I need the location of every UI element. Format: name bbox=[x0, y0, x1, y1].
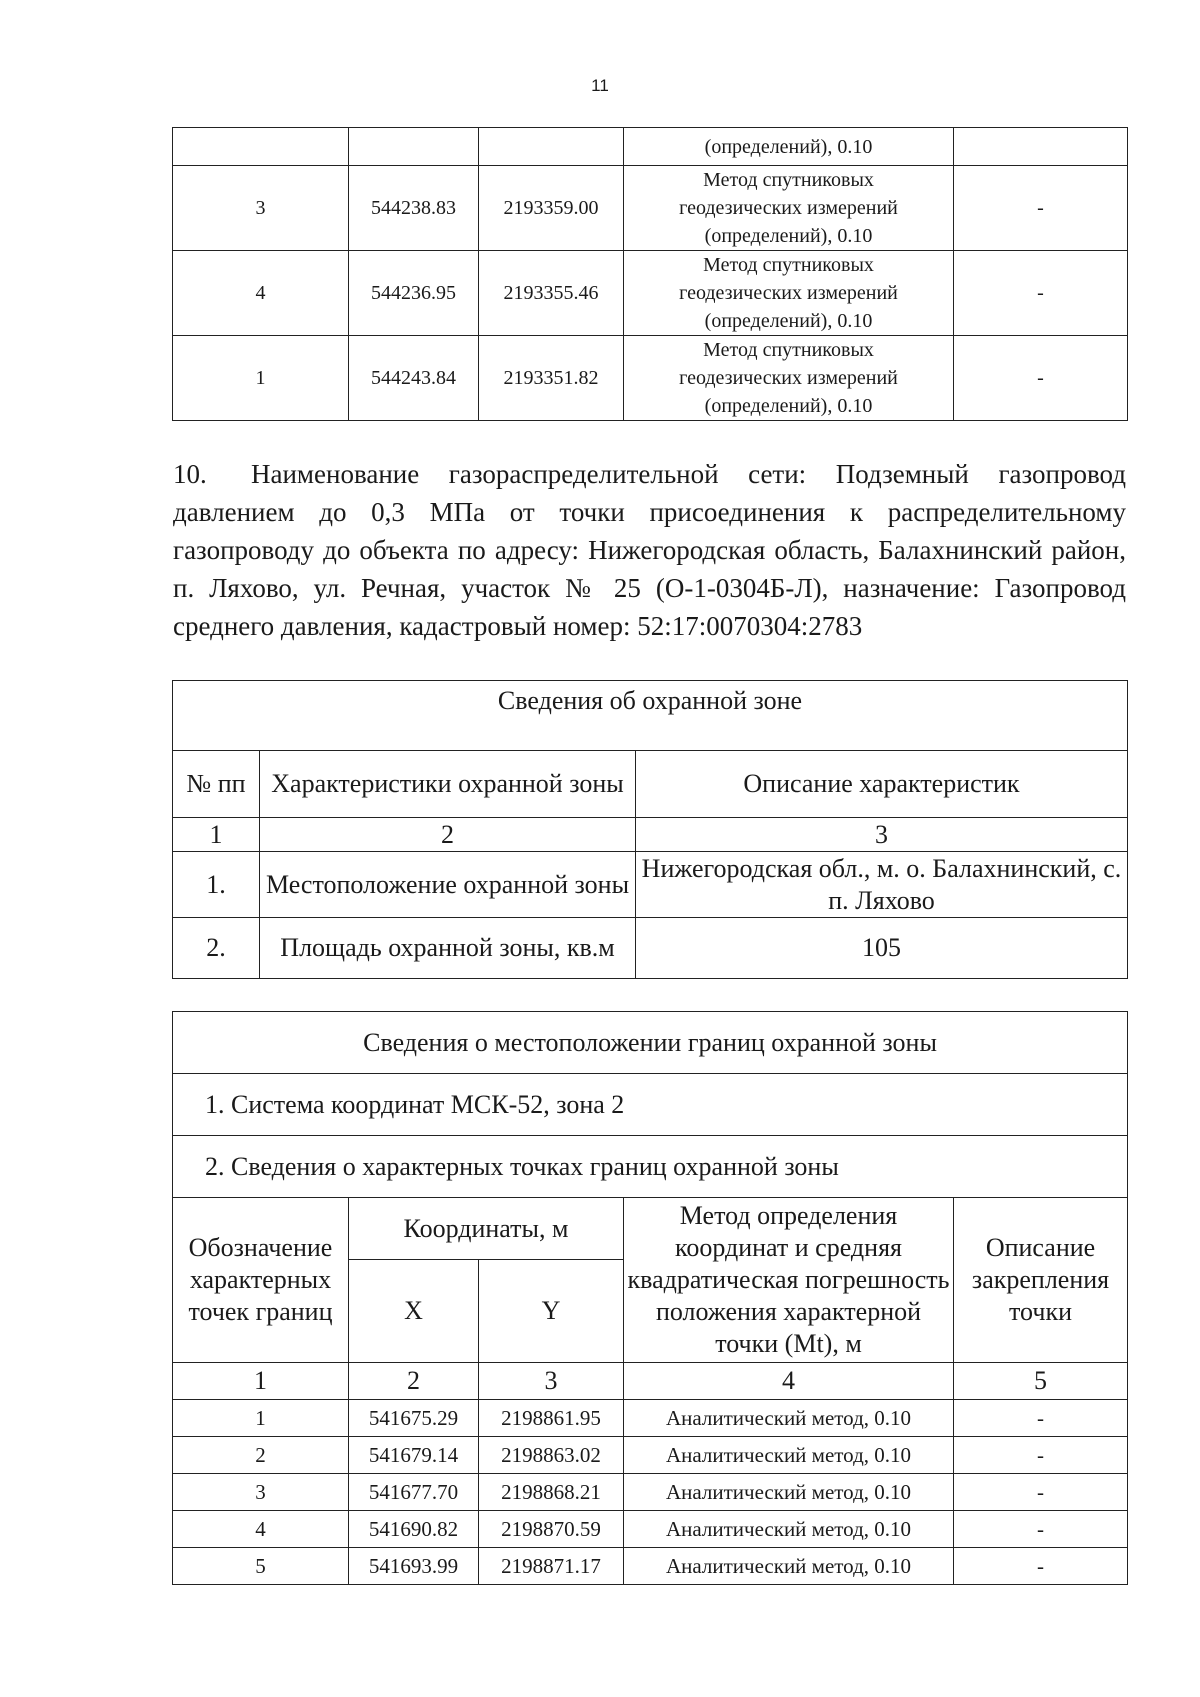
header-method: Метод определения координат и средняя квадратическая погрешность положения характерной точки (Mt), м bbox=[624, 1198, 954, 1363]
y-cell: 2193351.82 bbox=[479, 336, 624, 421]
method-cell: Аналитический метод, 0.10 bbox=[624, 1437, 954, 1474]
index-cell: 1 bbox=[173, 1363, 349, 1400]
x-cell: 544236.95 bbox=[349, 251, 479, 336]
index-cell: 3 bbox=[479, 1363, 624, 1400]
y-cell: 2198871.17 bbox=[479, 1548, 624, 1585]
header-y: Y bbox=[479, 1260, 624, 1363]
table-header-row bbox=[173, 1198, 1128, 1260]
table-row bbox=[173, 1437, 1128, 1474]
x-cell: 541690.82 bbox=[349, 1511, 479, 1548]
x-cell: 544238.83 bbox=[349, 166, 479, 251]
index-cell: 2 bbox=[349, 1363, 479, 1400]
method-cell bbox=[624, 251, 954, 336]
x-cell: 541675.29 bbox=[349, 1400, 479, 1437]
table-row bbox=[173, 1511, 1128, 1548]
header-cell: Описание характеристик bbox=[636, 751, 1128, 818]
header-cell: Характеристики охранной зоны bbox=[260, 751, 636, 818]
table-row bbox=[173, 1474, 1128, 1511]
index-cell: 5 bbox=[954, 1363, 1128, 1400]
header-designation: Обозначение характерных точек границ bbox=[173, 1198, 349, 1363]
table-row bbox=[173, 251, 1128, 336]
x-cell: 541677.70 bbox=[349, 1474, 479, 1511]
fix-cell: - bbox=[954, 166, 1128, 251]
row-number: 2. bbox=[173, 918, 260, 979]
table-cell bbox=[479, 128, 624, 166]
y-cell: 2198868.21 bbox=[479, 1474, 624, 1511]
method-line: геодезических измерений bbox=[679, 197, 898, 219]
index-cell: 3 bbox=[636, 818, 1128, 852]
header-fix: Описание закрепления точки bbox=[954, 1198, 1128, 1363]
section-paragraph bbox=[173, 455, 1126, 645]
points-caption: 2. Сведения о характерных точках границ охранной зоны bbox=[173, 1136, 1128, 1198]
point-cell: 2 bbox=[173, 1437, 349, 1474]
method-cell: (определений), 0.10 bbox=[624, 128, 954, 166]
y-cell: 2198861.95 bbox=[479, 1400, 624, 1437]
bounds-table-title: Сведения о местоположении границ охранной зоны bbox=[173, 1012, 1128, 1074]
fix-cell: - bbox=[954, 1400, 1128, 1437]
table-header-row bbox=[173, 751, 1128, 818]
index-cell: 2 bbox=[260, 818, 636, 852]
method-line: Метод спутниковых bbox=[703, 169, 874, 191]
protection-zone-table bbox=[172, 680, 1128, 979]
x-cell: 544243.84 bbox=[349, 336, 479, 421]
table-row bbox=[173, 336, 1128, 421]
fix-cell: - bbox=[954, 1474, 1128, 1511]
point-cell: 5 bbox=[173, 1548, 349, 1585]
method-line: Метод спутниковых bbox=[703, 339, 874, 361]
method-cell bbox=[624, 166, 954, 251]
index-cell: 4 bbox=[624, 1363, 954, 1400]
header-coords: Координаты, м bbox=[349, 1198, 624, 1260]
table-row bbox=[173, 1400, 1128, 1437]
method-line: Метод спутниковых bbox=[703, 254, 874, 276]
fix-cell: - bbox=[954, 1548, 1128, 1585]
table-row bbox=[173, 1136, 1128, 1198]
top-coordinates-table bbox=[172, 127, 1128, 421]
characteristic-cell: Местоположение охранной зоны bbox=[260, 852, 636, 918]
x-cell: 541693.99 bbox=[349, 1548, 479, 1585]
method-cell: Аналитический метод, 0.10 bbox=[624, 1474, 954, 1511]
table-row bbox=[173, 1074, 1128, 1136]
row-number: 1. bbox=[173, 852, 260, 918]
index-row bbox=[173, 818, 1128, 852]
point-cell: 4 bbox=[173, 251, 349, 336]
table-cell bbox=[349, 128, 479, 166]
method-line: (определений), 0.10 bbox=[704, 395, 873, 417]
method-line: (определений), 0.10 bbox=[704, 310, 873, 332]
fix-cell: - bbox=[954, 1437, 1128, 1474]
description-cell: 105 bbox=[636, 918, 1128, 979]
description-cell: Нижегородская обл., м. о. Балахнинский, с. п. Ляхово bbox=[636, 852, 1128, 918]
point-cell: 4 bbox=[173, 1511, 349, 1548]
fix-cell: - bbox=[954, 251, 1128, 336]
table-cell bbox=[954, 128, 1128, 166]
point-cell: 1 bbox=[173, 336, 349, 421]
y-cell: 2198863.02 bbox=[479, 1437, 624, 1474]
fix-cell: - bbox=[954, 336, 1128, 421]
index-row bbox=[173, 1363, 1128, 1400]
section-number: 10. bbox=[173, 459, 207, 489]
method-cell: Аналитический метод, 0.10 bbox=[624, 1400, 954, 1437]
table-row bbox=[173, 681, 1128, 751]
table-row bbox=[173, 166, 1128, 251]
fix-cell: - bbox=[954, 1511, 1128, 1548]
section-text: Наименование газораспределительной сети: Подземный газопровод давлением до 0,3 МПа от точки присоединения к распределительному газопроводу до объекта по адресу: Нижегородская область, Балахнинский район, п. Ляхово, ул. Речная, участок № 25 (О-1-0304Б-Л), назначение: Газопровод среднего давления, кадастровый номер: 52:17:0070304:2783 bbox=[173, 459, 1126, 641]
index-cell: 1 bbox=[173, 818, 260, 852]
y-cell: 2198870.59 bbox=[479, 1511, 624, 1548]
y-cell: 2193359.00 bbox=[479, 166, 624, 251]
method-cell: Аналитический метод, 0.10 bbox=[624, 1548, 954, 1585]
table-cell bbox=[173, 128, 349, 166]
table-row bbox=[173, 1548, 1128, 1585]
method-line: геодезических измерений bbox=[679, 367, 898, 389]
header-cell: № пп bbox=[173, 751, 260, 818]
header-x: X bbox=[349, 1260, 479, 1363]
table-row bbox=[173, 852, 1128, 918]
point-cell: 3 bbox=[173, 166, 349, 251]
method-cell bbox=[624, 336, 954, 421]
characteristic-cell: Площадь охранной зоны, кв.м bbox=[260, 918, 636, 979]
method-cell: Аналитический метод, 0.10 bbox=[624, 1511, 954, 1548]
x-cell: 541679.14 bbox=[349, 1437, 479, 1474]
zone-table-title: Сведения об охранной зоне bbox=[173, 681, 1128, 751]
table-row bbox=[173, 128, 1128, 166]
method-line: (определений), 0.10 bbox=[704, 225, 873, 247]
coordinate-system: 1. Система координат МСК-52, зона 2 bbox=[173, 1074, 1128, 1136]
table-row bbox=[173, 918, 1128, 979]
point-cell: 1 bbox=[173, 1400, 349, 1437]
page-number: 11 bbox=[591, 76, 609, 95]
point-cell: 3 bbox=[173, 1474, 349, 1511]
method-line: геодезических измерений bbox=[679, 282, 898, 304]
boundary-location-table bbox=[172, 1011, 1128, 1585]
table-row bbox=[173, 1012, 1128, 1074]
y-cell: 2193355.46 bbox=[479, 251, 624, 336]
